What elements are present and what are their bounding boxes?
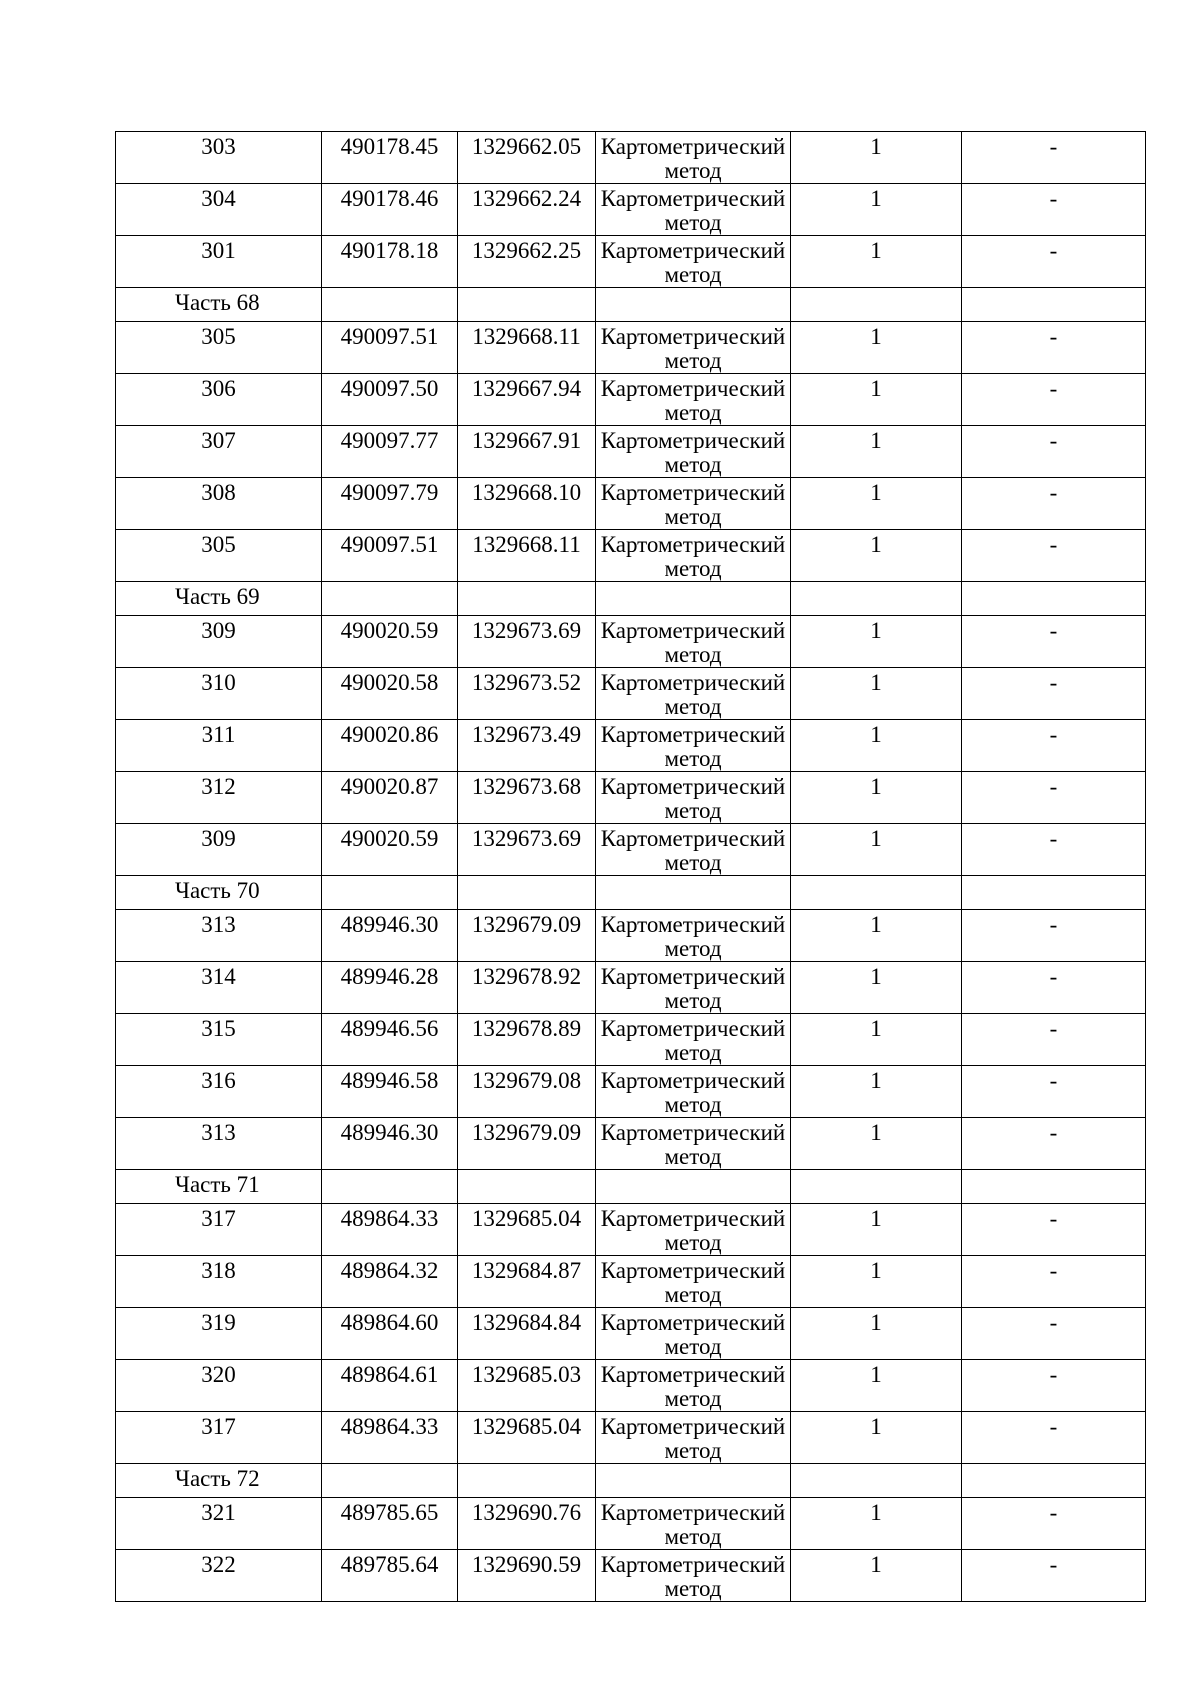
empty-cell	[322, 288, 458, 322]
y-coordinate-cell: 1329690.59	[458, 1550, 596, 1602]
part-header-row	[116, 288, 1146, 322]
x-coordinate-cell: 489946.30	[322, 1118, 458, 1170]
method-text-line1: Картометрический	[600, 1258, 786, 1283]
method-cell	[596, 1360, 791, 1412]
x-coordinate-cell: 490178.18	[322, 236, 458, 288]
method-cell	[596, 962, 791, 1014]
precision-cell: 1	[791, 530, 962, 582]
note-cell: -	[962, 322, 1146, 374]
table-row	[116, 1256, 1146, 1308]
empty-cell	[596, 1170, 791, 1204]
x-coordinate-cell: 489785.64	[322, 1550, 458, 1602]
note-cell: -	[962, 1412, 1146, 1464]
method-cell	[596, 1014, 791, 1066]
method-text-line1: Картометрический	[600, 428, 786, 453]
y-coordinate-cell: 1329668.11	[458, 530, 596, 582]
empty-cell	[458, 288, 596, 322]
table-row	[116, 1550, 1146, 1602]
precision-cell: 1	[791, 132, 962, 184]
method-cell	[596, 322, 791, 374]
method-text-line2: метод	[664, 1334, 722, 1359]
point-number-cell: 314	[116, 962, 322, 1014]
precision-cell: 1	[791, 1204, 962, 1256]
method-text-line1: Картометрический	[600, 1362, 786, 1387]
method-cell	[596, 772, 791, 824]
method-cell	[596, 530, 791, 582]
table-row	[116, 962, 1146, 1014]
precision-cell: 1	[791, 1308, 962, 1360]
method-text-line2: метод	[664, 988, 722, 1013]
method-text-line1: Картометрический	[600, 1500, 786, 1525]
y-coordinate-cell: 1329678.92	[458, 962, 596, 1014]
method-text-line2: метод	[664, 504, 722, 529]
empty-cell	[458, 876, 596, 910]
method-text-line1: Картометрический	[600, 1310, 786, 1335]
note-cell: -	[962, 426, 1146, 478]
x-coordinate-cell: 490020.86	[322, 720, 458, 772]
precision-cell: 1	[791, 1256, 962, 1308]
point-number-cell: 301	[116, 236, 322, 288]
empty-cell	[322, 1464, 458, 1498]
method-text-line1: Картометрический	[600, 722, 786, 747]
method-text-line1: Картометрический	[600, 1068, 786, 1093]
note-cell: -	[962, 1204, 1146, 1256]
point-number-cell: 320	[116, 1360, 322, 1412]
method-text-line1: Картометрический	[600, 1414, 786, 1439]
method-text-line1: Картометрический	[600, 1016, 786, 1041]
method-text-line2: метод	[664, 210, 722, 235]
method-cell	[596, 1118, 791, 1170]
precision-cell: 1	[791, 478, 962, 530]
method-text-line2: метод	[664, 400, 722, 425]
method-text-line1: Картометрический	[600, 618, 786, 643]
empty-cell	[791, 1170, 962, 1204]
precision-cell: 1	[791, 720, 962, 772]
table-row	[116, 1412, 1146, 1464]
note-cell: -	[962, 668, 1146, 720]
y-coordinate-cell: 1329667.91	[458, 426, 596, 478]
precision-cell: 1	[791, 824, 962, 876]
method-text-line1: Картометрический	[600, 1552, 786, 1577]
y-coordinate-cell: 1329668.11	[458, 322, 596, 374]
method-text-line1: Картометрический	[600, 480, 786, 505]
method-cell	[596, 478, 791, 530]
note-cell: -	[962, 530, 1146, 582]
point-number-cell: 321	[116, 1498, 322, 1550]
method-text-line1: Картометрический	[600, 238, 786, 263]
x-coordinate-cell: 489946.58	[322, 1066, 458, 1118]
y-coordinate-cell: 1329685.04	[458, 1412, 596, 1464]
x-coordinate-cell: 490097.79	[322, 478, 458, 530]
point-number-cell: 322	[116, 1550, 322, 1602]
note-cell: -	[962, 772, 1146, 824]
point-number-cell: 303	[116, 132, 322, 184]
table-row	[116, 1204, 1146, 1256]
precision-cell: 1	[791, 374, 962, 426]
x-coordinate-cell: 490020.59	[322, 824, 458, 876]
note-cell: -	[962, 720, 1146, 772]
y-coordinate-cell: 1329667.94	[458, 374, 596, 426]
method-text-line1: Картометрический	[600, 774, 786, 799]
point-number-cell: 312	[116, 772, 322, 824]
precision-cell: 1	[791, 1118, 962, 1170]
empty-cell	[962, 876, 1146, 910]
method-text-line1: Картометрический	[600, 1120, 786, 1145]
method-cell	[596, 426, 791, 478]
method-text-line1: Картометрический	[600, 376, 786, 401]
precision-cell: 1	[791, 322, 962, 374]
empty-cell	[962, 288, 1146, 322]
empty-cell	[458, 1464, 596, 1498]
note-cell: -	[962, 1014, 1146, 1066]
table-row	[116, 910, 1146, 962]
empty-cell	[791, 1464, 962, 1498]
method-cell	[596, 616, 791, 668]
empty-cell	[596, 1464, 791, 1498]
point-number-cell: 319	[116, 1308, 322, 1360]
y-coordinate-cell: 1329679.09	[458, 910, 596, 962]
y-coordinate-cell: 1329690.76	[458, 1498, 596, 1550]
method-text-line2: метод	[664, 850, 722, 875]
empty-cell	[962, 1170, 1146, 1204]
method-text-line2: метод	[664, 1438, 722, 1463]
precision-cell: 1	[791, 1360, 962, 1412]
x-coordinate-cell: 489864.60	[322, 1308, 458, 1360]
note-cell: -	[962, 962, 1146, 1014]
y-coordinate-cell: 1329673.69	[458, 824, 596, 876]
empty-cell	[791, 288, 962, 322]
method-cell	[596, 1412, 791, 1464]
y-coordinate-cell: 1329679.08	[458, 1066, 596, 1118]
note-cell: -	[962, 616, 1146, 668]
empty-cell	[791, 582, 962, 616]
method-cell	[596, 1066, 791, 1118]
x-coordinate-cell: 490097.51	[322, 322, 458, 374]
precision-cell: 1	[791, 1412, 962, 1464]
table-row	[116, 616, 1146, 668]
method-text-line2: метод	[664, 452, 722, 477]
note-cell: -	[962, 910, 1146, 962]
x-coordinate-cell: 489946.28	[322, 962, 458, 1014]
method-cell	[596, 910, 791, 962]
empty-cell	[322, 1170, 458, 1204]
precision-cell: 1	[791, 184, 962, 236]
note-cell: -	[962, 824, 1146, 876]
point-number-cell: 316	[116, 1066, 322, 1118]
method-text-line2: метод	[664, 1386, 722, 1411]
point-number-cell: 305	[116, 322, 322, 374]
table-row	[116, 236, 1146, 288]
point-number-cell: 318	[116, 1256, 322, 1308]
method-text-line1: Картометрический	[600, 964, 786, 989]
empty-cell	[596, 288, 791, 322]
method-text-line1: Картометрический	[600, 826, 786, 851]
note-cell: -	[962, 478, 1146, 530]
point-number-cell: 309	[116, 616, 322, 668]
table-row	[116, 720, 1146, 772]
method-text-line1: Картометрический	[600, 912, 786, 937]
note-cell: -	[962, 1118, 1146, 1170]
method-text-line1: Картометрический	[600, 324, 786, 349]
point-number-cell: 307	[116, 426, 322, 478]
point-number-cell: 317	[116, 1412, 322, 1464]
part-header-row	[116, 1170, 1146, 1204]
precision-cell: 1	[791, 1066, 962, 1118]
method-cell	[596, 720, 791, 772]
precision-cell: 1	[791, 668, 962, 720]
method-text-line2: метод	[664, 1092, 722, 1117]
table-row	[116, 426, 1146, 478]
empty-cell	[791, 876, 962, 910]
method-text-line1: Картометрический	[600, 134, 786, 159]
y-coordinate-cell: 1329673.68	[458, 772, 596, 824]
y-coordinate-cell: 1329668.10	[458, 478, 596, 530]
x-coordinate-cell: 490178.46	[322, 184, 458, 236]
precision-cell: 1	[791, 426, 962, 478]
empty-cell	[458, 1170, 596, 1204]
note-cell: -	[962, 184, 1146, 236]
method-cell	[596, 1308, 791, 1360]
empty-cell	[322, 582, 458, 616]
x-coordinate-cell: 490178.45	[322, 132, 458, 184]
point-number-cell: 311	[116, 720, 322, 772]
point-number-cell: 310	[116, 668, 322, 720]
precision-cell: 1	[791, 616, 962, 668]
precision-cell: 1	[791, 1498, 962, 1550]
method-text-line2: метод	[664, 642, 722, 667]
point-number-cell: 308	[116, 478, 322, 530]
table-row	[116, 824, 1146, 876]
method-text-line2: метод	[664, 1524, 722, 1549]
y-coordinate-cell: 1329678.89	[458, 1014, 596, 1066]
x-coordinate-cell: 489946.56	[322, 1014, 458, 1066]
method-text-line1: Картометрический	[600, 670, 786, 695]
part-header-row	[116, 1464, 1146, 1498]
method-text-line2: метод	[664, 746, 722, 771]
precision-cell: 1	[791, 962, 962, 1014]
table-row	[116, 1066, 1146, 1118]
method-cell	[596, 668, 791, 720]
note-cell: -	[962, 1066, 1146, 1118]
method-cell	[596, 236, 791, 288]
x-coordinate-cell: 490097.77	[322, 426, 458, 478]
note-cell: -	[962, 1308, 1146, 1360]
precision-cell: 1	[791, 236, 962, 288]
precision-cell: 1	[791, 1550, 962, 1602]
note-cell: -	[962, 1550, 1146, 1602]
coordinates-table	[115, 131, 1146, 1602]
precision-cell: 1	[791, 772, 962, 824]
table-row	[116, 1360, 1146, 1412]
x-coordinate-cell: 490020.59	[322, 616, 458, 668]
empty-cell	[322, 876, 458, 910]
table-row	[116, 184, 1146, 236]
method-text-line2: метод	[664, 348, 722, 373]
method-text-line2: метод	[664, 262, 722, 287]
part-label: Часть 68	[116, 288, 322, 322]
method-text-line2: метод	[664, 798, 722, 823]
table-row	[116, 374, 1146, 426]
x-coordinate-cell: 490020.87	[322, 772, 458, 824]
note-cell: -	[962, 132, 1146, 184]
method-text-line1: Картометрический	[600, 532, 786, 557]
table-row	[116, 772, 1146, 824]
note-cell: -	[962, 1498, 1146, 1550]
method-cell	[596, 1498, 791, 1550]
y-coordinate-cell: 1329662.24	[458, 184, 596, 236]
y-coordinate-cell: 1329662.25	[458, 236, 596, 288]
method-cell	[596, 824, 791, 876]
table-row	[116, 1118, 1146, 1170]
empty-cell	[596, 876, 791, 910]
method-text-line2: метод	[664, 1282, 722, 1307]
table-row	[116, 478, 1146, 530]
x-coordinate-cell: 489864.33	[322, 1204, 458, 1256]
method-cell	[596, 1256, 791, 1308]
y-coordinate-cell: 1329685.04	[458, 1204, 596, 1256]
method-text-line2: метод	[664, 694, 722, 719]
x-coordinate-cell: 490097.51	[322, 530, 458, 582]
y-coordinate-cell: 1329673.49	[458, 720, 596, 772]
x-coordinate-cell: 489864.61	[322, 1360, 458, 1412]
y-coordinate-cell: 1329679.09	[458, 1118, 596, 1170]
x-coordinate-cell: 490097.50	[322, 374, 458, 426]
point-number-cell: 313	[116, 910, 322, 962]
x-coordinate-cell: 489864.32	[322, 1256, 458, 1308]
note-cell: -	[962, 1360, 1146, 1412]
table-row	[116, 1498, 1146, 1550]
point-number-cell: 313	[116, 1118, 322, 1170]
table-row	[116, 132, 1146, 184]
y-coordinate-cell: 1329685.03	[458, 1360, 596, 1412]
empty-cell	[962, 582, 1146, 616]
method-text-line1: Картометрический	[600, 1206, 786, 1231]
y-coordinate-cell: 1329662.05	[458, 132, 596, 184]
x-coordinate-cell: 489864.33	[322, 1412, 458, 1464]
table-row	[116, 668, 1146, 720]
part-label: Часть 70	[116, 876, 322, 910]
point-number-cell: 309	[116, 824, 322, 876]
precision-cell: 1	[791, 910, 962, 962]
precision-cell: 1	[791, 1014, 962, 1066]
method-text-line2: метод	[664, 1576, 722, 1601]
empty-cell	[596, 582, 791, 616]
part-label: Часть 69	[116, 582, 322, 616]
method-cell	[596, 132, 791, 184]
y-coordinate-cell: 1329673.69	[458, 616, 596, 668]
coordinates-table-body	[116, 132, 1146, 1602]
point-number-cell: 315	[116, 1014, 322, 1066]
method-text-line2: метод	[664, 1040, 722, 1065]
table-row	[116, 322, 1146, 374]
table-row	[116, 530, 1146, 582]
point-number-cell: 304	[116, 184, 322, 236]
x-coordinate-cell: 489785.65	[322, 1498, 458, 1550]
note-cell: -	[962, 236, 1146, 288]
part-label: Часть 72	[116, 1464, 322, 1498]
x-coordinate-cell: 489946.30	[322, 910, 458, 962]
part-header-row	[116, 582, 1146, 616]
method-text-line2: метод	[664, 1144, 722, 1169]
note-cell: -	[962, 374, 1146, 426]
point-number-cell: 317	[116, 1204, 322, 1256]
y-coordinate-cell: 1329684.84	[458, 1308, 596, 1360]
empty-cell	[458, 582, 596, 616]
method-text-line2: метод	[664, 1230, 722, 1255]
method-text-line2: метод	[664, 158, 722, 183]
table-row	[116, 1308, 1146, 1360]
method-cell	[596, 1204, 791, 1256]
x-coordinate-cell: 490020.58	[322, 668, 458, 720]
table-row	[116, 1014, 1146, 1066]
method-text-line2: метод	[664, 556, 722, 581]
method-cell	[596, 184, 791, 236]
note-cell: -	[962, 1256, 1146, 1308]
y-coordinate-cell: 1329684.87	[458, 1256, 596, 1308]
method-text-line2: метод	[664, 936, 722, 961]
method-cell	[596, 1550, 791, 1602]
point-number-cell: 306	[116, 374, 322, 426]
part-label: Часть 71	[116, 1170, 322, 1204]
point-number-cell: 305	[116, 530, 322, 582]
empty-cell	[962, 1464, 1146, 1498]
y-coordinate-cell: 1329673.52	[458, 668, 596, 720]
part-header-row	[116, 876, 1146, 910]
method-cell	[596, 374, 791, 426]
method-text-line1: Картометрический	[600, 186, 786, 211]
